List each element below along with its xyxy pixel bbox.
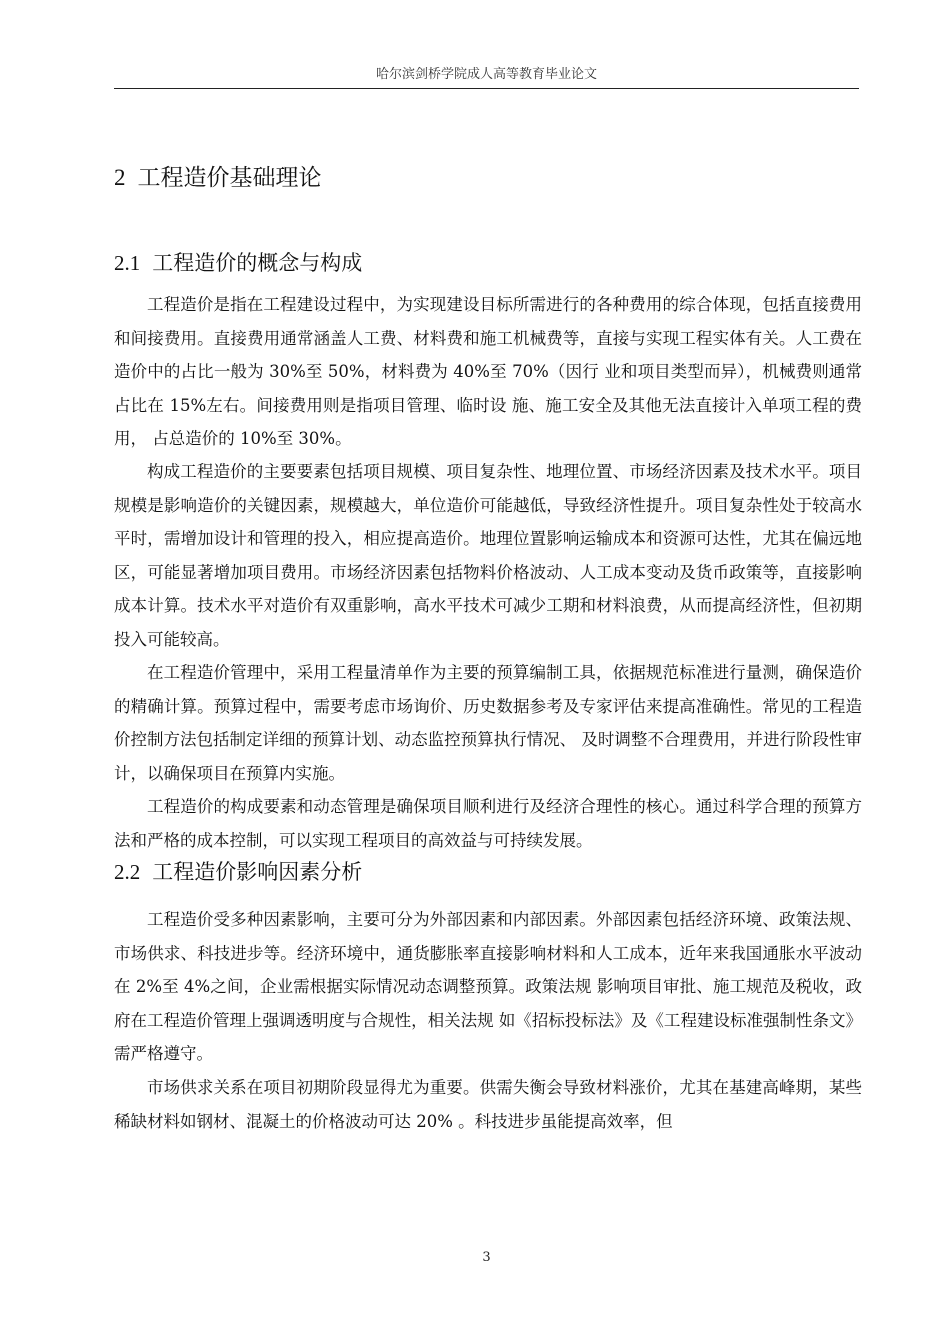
section-number: 2.2 bbox=[114, 860, 141, 884]
section-number: 2.1 bbox=[114, 251, 141, 275]
chapter-number: 2 bbox=[114, 165, 126, 190]
body-paragraph: 工程造价受多种因素影响，主要可分为外部因素和内部因素。外部因素包括经济环境、政策法规、市场供求、科技进步等。经济环境中，通货膨胀率直接影响材料和人工成本，近年来我国通胀水平波动在 2%至 4%之间，企业需根据实际情况动态调整预算。政策法规 影响项目审批、施工规范及税收，政府在工程造价管理上强调透明度与合规性，相关法规 如《招标投标法》及《工程建设标准强制性条文》需严格遵守。 bbox=[114, 910, 862, 1064]
section-title: 工程造价影响因素分析 bbox=[152, 860, 363, 884]
section-heading-2-2 bbox=[114, 857, 362, 887]
running-header: 哈尔滨剑桥学院成人高等教育毕业论文 bbox=[375, 67, 597, 82]
body-paragraph: 市场供求关系在项目初期阶段显得尤为重要。供需失衡会导致材料涨价，尤其在基建高峰期，某些稀缺材料如钢材、混凝土的价格波动可达 20% 。科技进步虽能提高效率，但 bbox=[114, 1078, 862, 1131]
body-paragraph: 在工程造价管理中，采用工程量清单作为主要的预算编制工具，依据规范标准进行量测，确保造价的精确计算。预算过程中，需要考虑市场询价、历史数据参考及专家评估来提高准确性。常见的工程造价控制方法包括制定详细的预算计划、动态监控预算执行情况、 及时调整不合理费用，并进行阶段性审计，以确保项目在预算内实施。 bbox=[114, 663, 862, 783]
chapter-heading bbox=[114, 162, 322, 194]
body-paragraph: 构成工程造价的主要要素包括项目规模、项目复杂性、地理位置、市场经济因素及技术水平。项目规模是影响造价的关键因素，规模越大，单位造价可能越低，导致经济性提升。项目复杂性处于较高水平时，需增加设计和管理的投入，相应提高造价。地理位置影响运输成本和资源可达性，尤其在偏远地区，可能显著增加项目费用。市场经济因素包括物料价格波动、人工成本变动及货币政策等，直接影响成本计算。技术水平对造价有双重影响，高水平技术可减少工期和材料浪费，从而提高经济性，但初期投入可能较高。 bbox=[114, 462, 862, 649]
body-paragraph: 工程造价是指在工程建设过程中，为实现建设目标所需进行的各种费用的综合体现，包括直接费用和间接费用。直接费用通常涵盖人工费、材料费和施工机械费等，直接与实现工程实体有关。人工费在造价中的占比一般为 30%至 50%，材料费为 40%至 70%（因行 业和项目类型而异），机械费则通常占比在 15%左右。间接费用则是指项目管理、临时设 施、施工安全及其他无法直接计入单项工程的费用， 占总造价的 10%至 30%。 bbox=[114, 295, 862, 449]
chapter-title: 工程造价基础理论 bbox=[137, 165, 322, 191]
section-heading-2-1 bbox=[114, 248, 362, 278]
body-paragraph: 工程造价的构成要素和动态管理是确保项目顺利进行及经济合理性的核心。通过科学合理的预算方法和严格的成本控制，可以实现工程项目的高效益与可持续发展。 bbox=[114, 797, 862, 850]
page-number: 3 bbox=[482, 1250, 491, 1265]
header-rule bbox=[114, 88, 859, 89]
section-title: 工程造价的概念与构成 bbox=[152, 251, 363, 275]
